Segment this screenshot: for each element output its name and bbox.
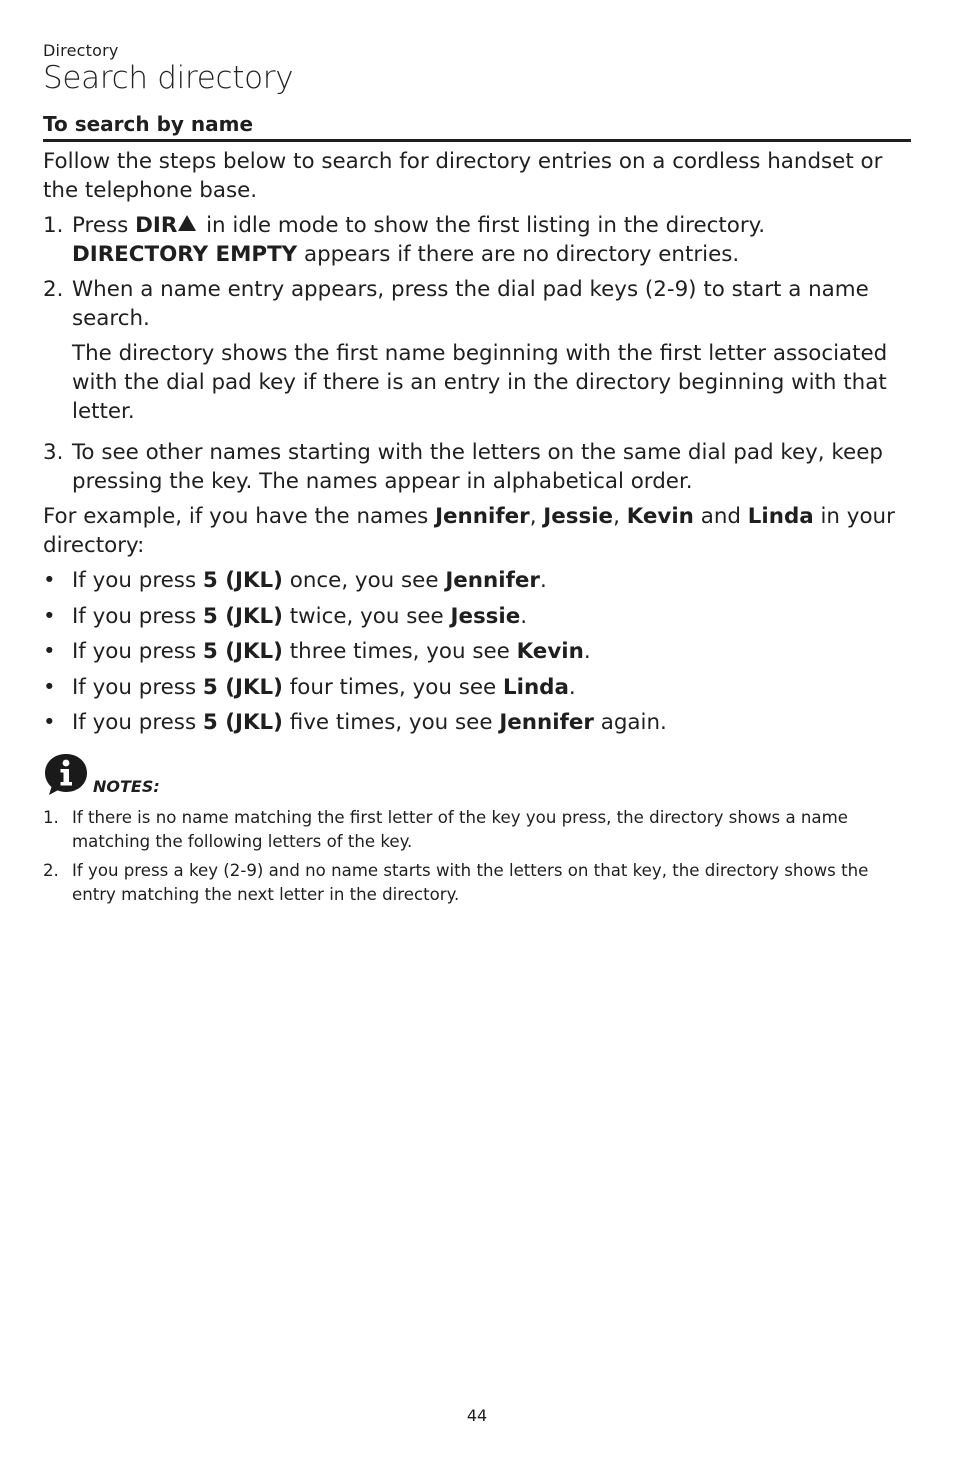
list-item: • If you press 5 (JKL) three times, you see Kevin. — [43, 639, 591, 664]
section-label: Directory — [43, 41, 119, 60]
step-body: Press DIR in idle mode to show the first listing in the directory. DIRECTORY EMPTY appears if there are no directory entries. — [72, 213, 766, 267]
step-1 — [43, 211, 911, 269]
example-paragraph: For example, if you have the names Jennifer, Jessie, Kevin and Linda in your directory: — [43, 504, 895, 558]
example-bullet-list — [43, 566, 911, 737]
step-number: 3. — [43, 440, 64, 465]
content — [43, 147, 911, 744]
intro-paragraph: Follow the steps below to search for directory entries on a cordless handset or the telephone base. — [43, 149, 883, 203]
notes-header — [43, 752, 160, 796]
list-item: • If you press 5 (JKL) once, you see Jennifer. — [43, 568, 547, 593]
notes-list — [43, 806, 911, 912]
dir-key: DIR — [135, 213, 178, 238]
step-number: 1. — [43, 213, 64, 238]
step-detail: The directory shows the first name beginning with the first letter associated with the dial pad key if there is an entry in the directory beginning with that letter. — [72, 341, 888, 424]
list-item: • If you press 5 (JKL) five times, you see Jennifer again. — [43, 710, 667, 735]
step-number: 2. — [43, 277, 64, 302]
page-title: Search directory — [43, 60, 294, 96]
step-body: To see other names starting with the letters on the same dial pad key, keep pressing the key. The names appear in alphabetical order. — [72, 440, 883, 494]
list-item: • If you press 5 (JKL) four times, you see Linda. — [43, 674, 576, 700]
list-item: • If you press 5 (JKL) twice, you see Jessie. — [43, 603, 528, 629]
step-2 — [43, 275, 911, 432]
page-number: 44 — [466, 1406, 488, 1425]
notes-label: NOTES: — [93, 777, 160, 796]
subheading: To search by name — [43, 112, 911, 142]
step-3 — [43, 438, 911, 496]
list-item: 2. If you press a key (2-9) and no name starts with the letters on that key, the directory shows the entry matching the next letter in the directory. — [43, 861, 869, 904]
info-icon — [43, 752, 89, 796]
step-body: When a name entry appears, press the dial pad keys (2-9) to start a name search. The directory shows the first name beginning with the first letter associated with the dial pad key if there is an entry in the directory beginning with that letter. — [72, 275, 911, 432]
list-item: 1. If there is no name matching the first letter of the key you press, the directory shows a name matching the following letters of the key. — [43, 808, 848, 851]
up-arrow-icon — [178, 215, 196, 231]
directory-empty-text: DIRECTORY EMPTY — [72, 242, 298, 267]
